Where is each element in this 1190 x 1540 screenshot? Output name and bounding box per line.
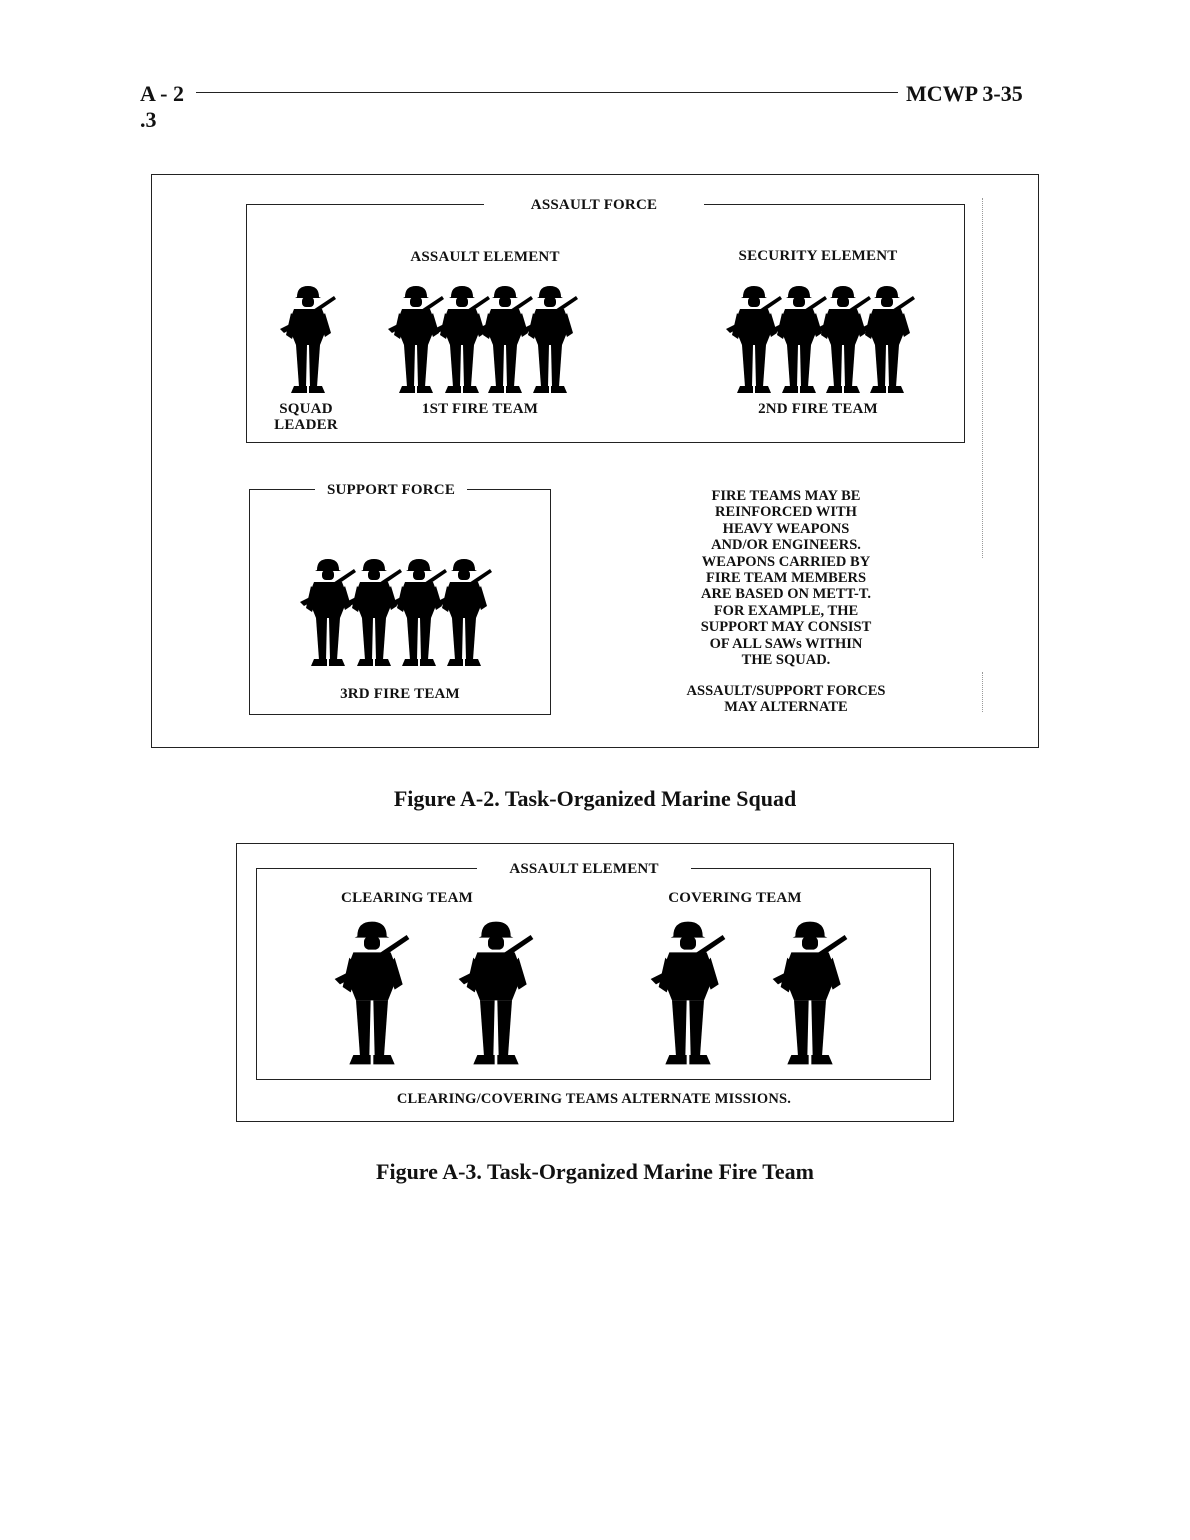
- header-rule: [196, 92, 898, 93]
- page-number: A - 2: [140, 81, 184, 106]
- scan-artifact-line: [982, 198, 983, 558]
- security-element-title: SECURITY ELEMENT: [738, 248, 898, 264]
- alternate-forces-note: ASSAULT/SUPPORT FORCES MAY ALTERNATE: [686, 683, 886, 716]
- scan-artifact-line: [982, 672, 983, 712]
- publication-id: MCWP 3-35: [906, 81, 1023, 106]
- soldier-icon: [857, 283, 917, 393]
- covering-soldier-icon: [648, 916, 728, 1066]
- figure-a2-caption: Figure A-2. Task-Organized Marine Squad: [393, 786, 797, 811]
- second-fire-team-label: 2ND FIRE TEAM: [758, 401, 878, 417]
- support-force-legend: SUPPORT FORCE: [315, 482, 467, 498]
- covering-soldier-icon: [770, 916, 850, 1066]
- clearing-soldier-icon: [332, 916, 412, 1066]
- soldier-icon: [434, 556, 494, 666]
- covering-team-title: COVERING TEAM: [668, 890, 802, 906]
- third-fire-team-label: 3RD FIRE TEAM: [340, 686, 460, 702]
- alternate-missions-note: CLEARING/COVERING TEAMS ALTERNATE MISSIONS.: [396, 1091, 792, 1107]
- figure-a3-caption: Figure A-3. Task-Organized Marine Fire Team: [376, 1159, 814, 1184]
- assault-element-legend: ASSAULT ELEMENT: [477, 861, 691, 877]
- clearing-team-title: CLEARING TEAM: [341, 890, 473, 906]
- assault-force-legend: ASSAULT FORCE: [484, 197, 704, 213]
- assault-element-title: ASSAULT ELEMENT: [410, 249, 560, 265]
- page-number-suffix: .3: [140, 107, 157, 132]
- squad-leader-label: SQUAD LEADER: [274, 401, 338, 433]
- clearing-soldier-icon: [456, 916, 536, 1066]
- first-fire-team-label: 1ST FIRE TEAM: [421, 401, 539, 417]
- soldier-icon: [520, 283, 580, 393]
- squad-leader-soldier-icon: [278, 283, 338, 393]
- fire-team-reinforcement-note: FIRE TEAMS MAY BE REINFORCED WITH HEAVY WEAPONS AND/OR ENGINEERS. WEAPONS CARRIED BY FIRE TEAM MEMBERS ARE BASED ON METT-T. FOR EXAMPLE, THE SUPPORT MAY CONSIST OF ALL SAWs WITHIN THE SQUAD.: [700, 488, 872, 669]
